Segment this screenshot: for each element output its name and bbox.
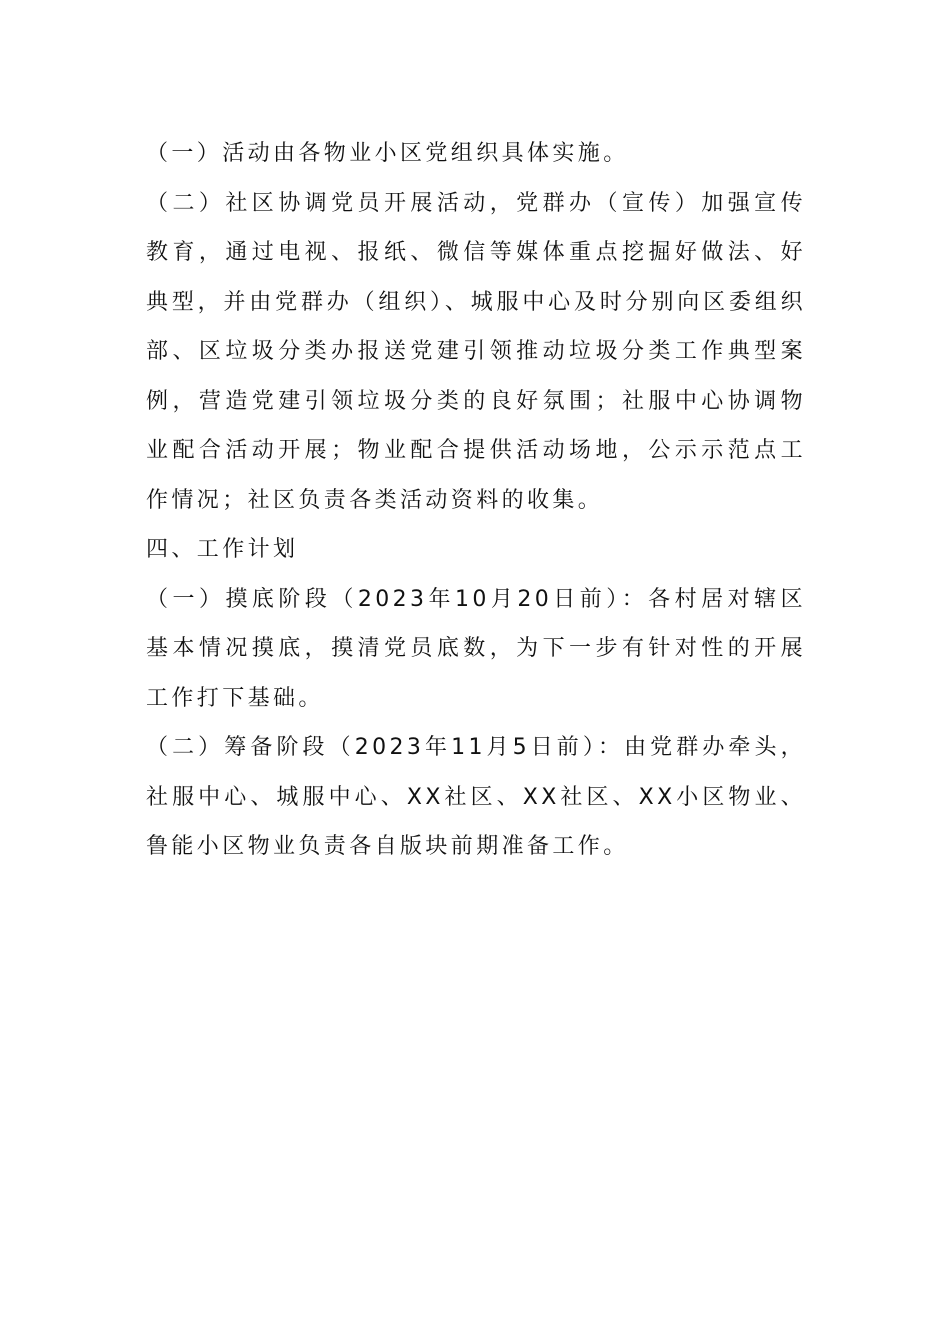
paragraph-survey-stage: （一）摸底阶段（2023年10月20日前）：各村居对辖区基本情况摸底，摸清党员底数，为下一步有针对性的开展工作打下基础。 [146, 586, 806, 711]
paragraph-implementation: （一）活动由各物业小区党组织具体实施。 [146, 141, 629, 166]
paragraph-coordination: （二）社区协调党员开展活动，党群办（宣传）加强宣传教育，通过电视、报纸、微信等媒体重点挖掘好做法、好典型，并由党群办（组织）、城服中心及时分别向区委组织部、区垃圾分类办报送党建引领推动垃圾分类工作典型案例，营造党建引领垃圾分类的良好氛围；社服中心协调物业配合活动开展；物业配合提供活动场地，公示示范点工作情况；社区负责各类活动资料的收集。 [146, 190, 806, 513]
document-body [146, 129, 806, 872]
paragraph-preparation-stage: （二）筹备阶段（2023年11月5日前）：由党群办牵头，社服中心、城服中心、XX社区、XX社区、XX小区物业、鲁能小区物业负责各自版块前期准备工作。 [146, 735, 806, 859]
section-heading-work-plan: 四、工作计划 [146, 537, 299, 562]
